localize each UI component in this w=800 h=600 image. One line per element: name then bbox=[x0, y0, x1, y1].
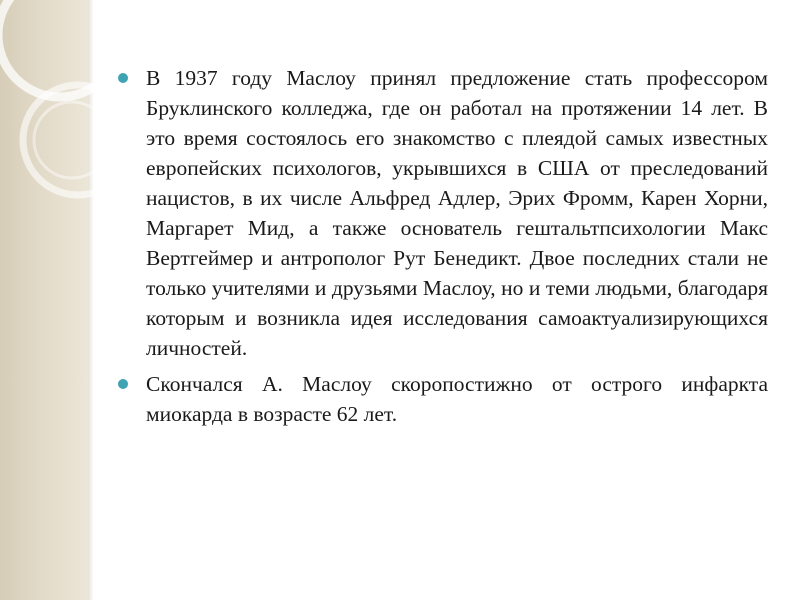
bullet-text-1: В 1937 году Маслоу принял предложение стать профессором Бруклинского колледжа, где он работал на протяжении 14 лет. В это время состоялось его знакомство с плеядой самых известных европейских психологов, укрывшихся в США от преследований нацистов, в их числе Альфред Адлер, Эрих Фромм, Карен Хорни, Маргарет Мид, а также основатель гештальтпсихологии Макс Вертгеймер и антрополог Рут Бенедикт. Двое последних стали не только учителями и друзьями Маслоу, но и теми людьми, благодаря которым и возникла идея исследования самоактуализирующихся личностей. bbox=[146, 66, 768, 360]
bullet-dot-icon bbox=[118, 379, 128, 389]
bullet-item-1 bbox=[118, 63, 768, 363]
bullet-text-2: Скончался А. Маслоу скоропостижно от острого инфаркта миокарда в возрасте 62 лет. bbox=[146, 372, 768, 426]
slide-content bbox=[118, 63, 768, 435]
bullet-dot-icon bbox=[118, 73, 128, 83]
decorative-side-band bbox=[0, 0, 88, 600]
side-band-edge bbox=[88, 0, 94, 600]
bullet-item-2 bbox=[118, 369, 768, 429]
